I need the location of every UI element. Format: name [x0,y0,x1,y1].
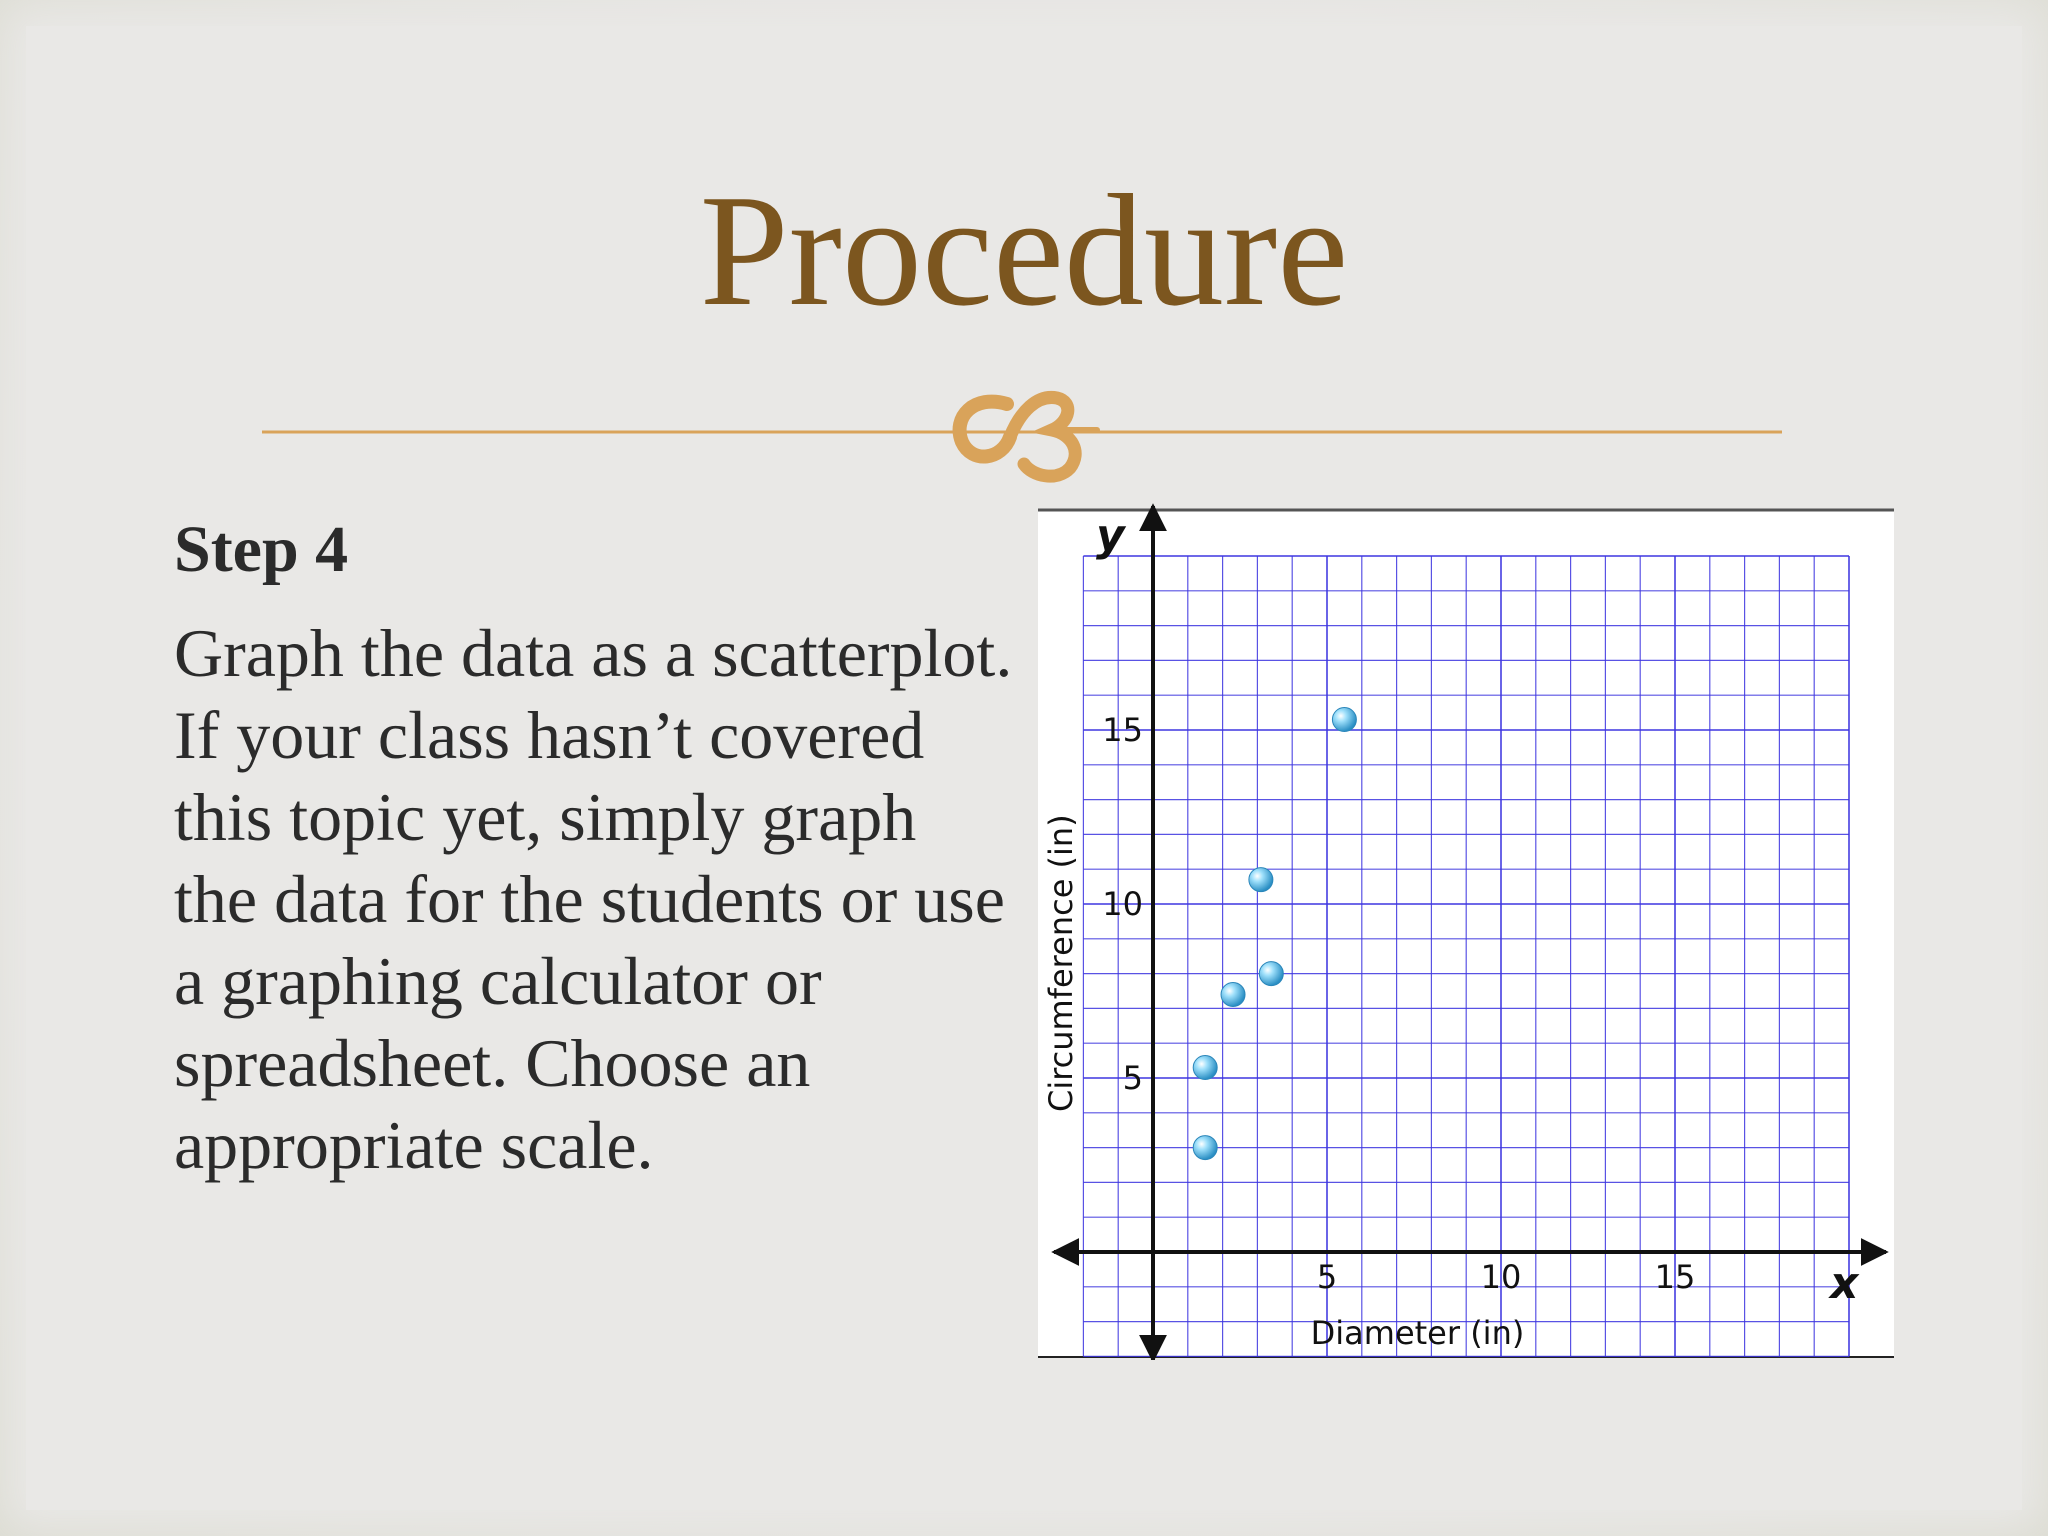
slide-title: Procedure [699,161,1349,339]
x-axis-title: Diameter (in) [1310,1314,1525,1352]
y-tick-label: 10 [1102,885,1143,923]
step-heading: Step 4 [174,513,349,586]
x-tick-label: 15 [1654,1258,1696,1296]
data-point [1221,982,1245,1006]
title-divider-ornament [262,372,1782,492]
data-point [1249,868,1273,892]
y-axis-title: Circumference (in) [1042,814,1080,1113]
y-axis-letter: y [1096,510,1125,561]
x-tick-label: 5 [1316,1258,1338,1296]
data-point [1259,962,1283,986]
scatter-chart [1038,500,1894,1360]
chart-svg [1038,500,1894,1360]
data-point [1193,1056,1217,1080]
x-tick-label: 10 [1480,1258,1522,1296]
swash-ornament-icon [960,397,1097,476]
x-axis-letter: x [1830,1258,1859,1309]
step-instructions: Graph the data as a scatterplot. If your class hasn’t covered this topic yet, simply graph the data for the students or use a graphing calculator or spreadsheet. Choose an appropriate scale. [174,615,1013,1183]
data-point [1332,708,1356,732]
y-tick-label: 5 [1122,1059,1143,1097]
data-point [1193,1136,1217,1160]
y-tick-label: 15 [1102,711,1143,749]
